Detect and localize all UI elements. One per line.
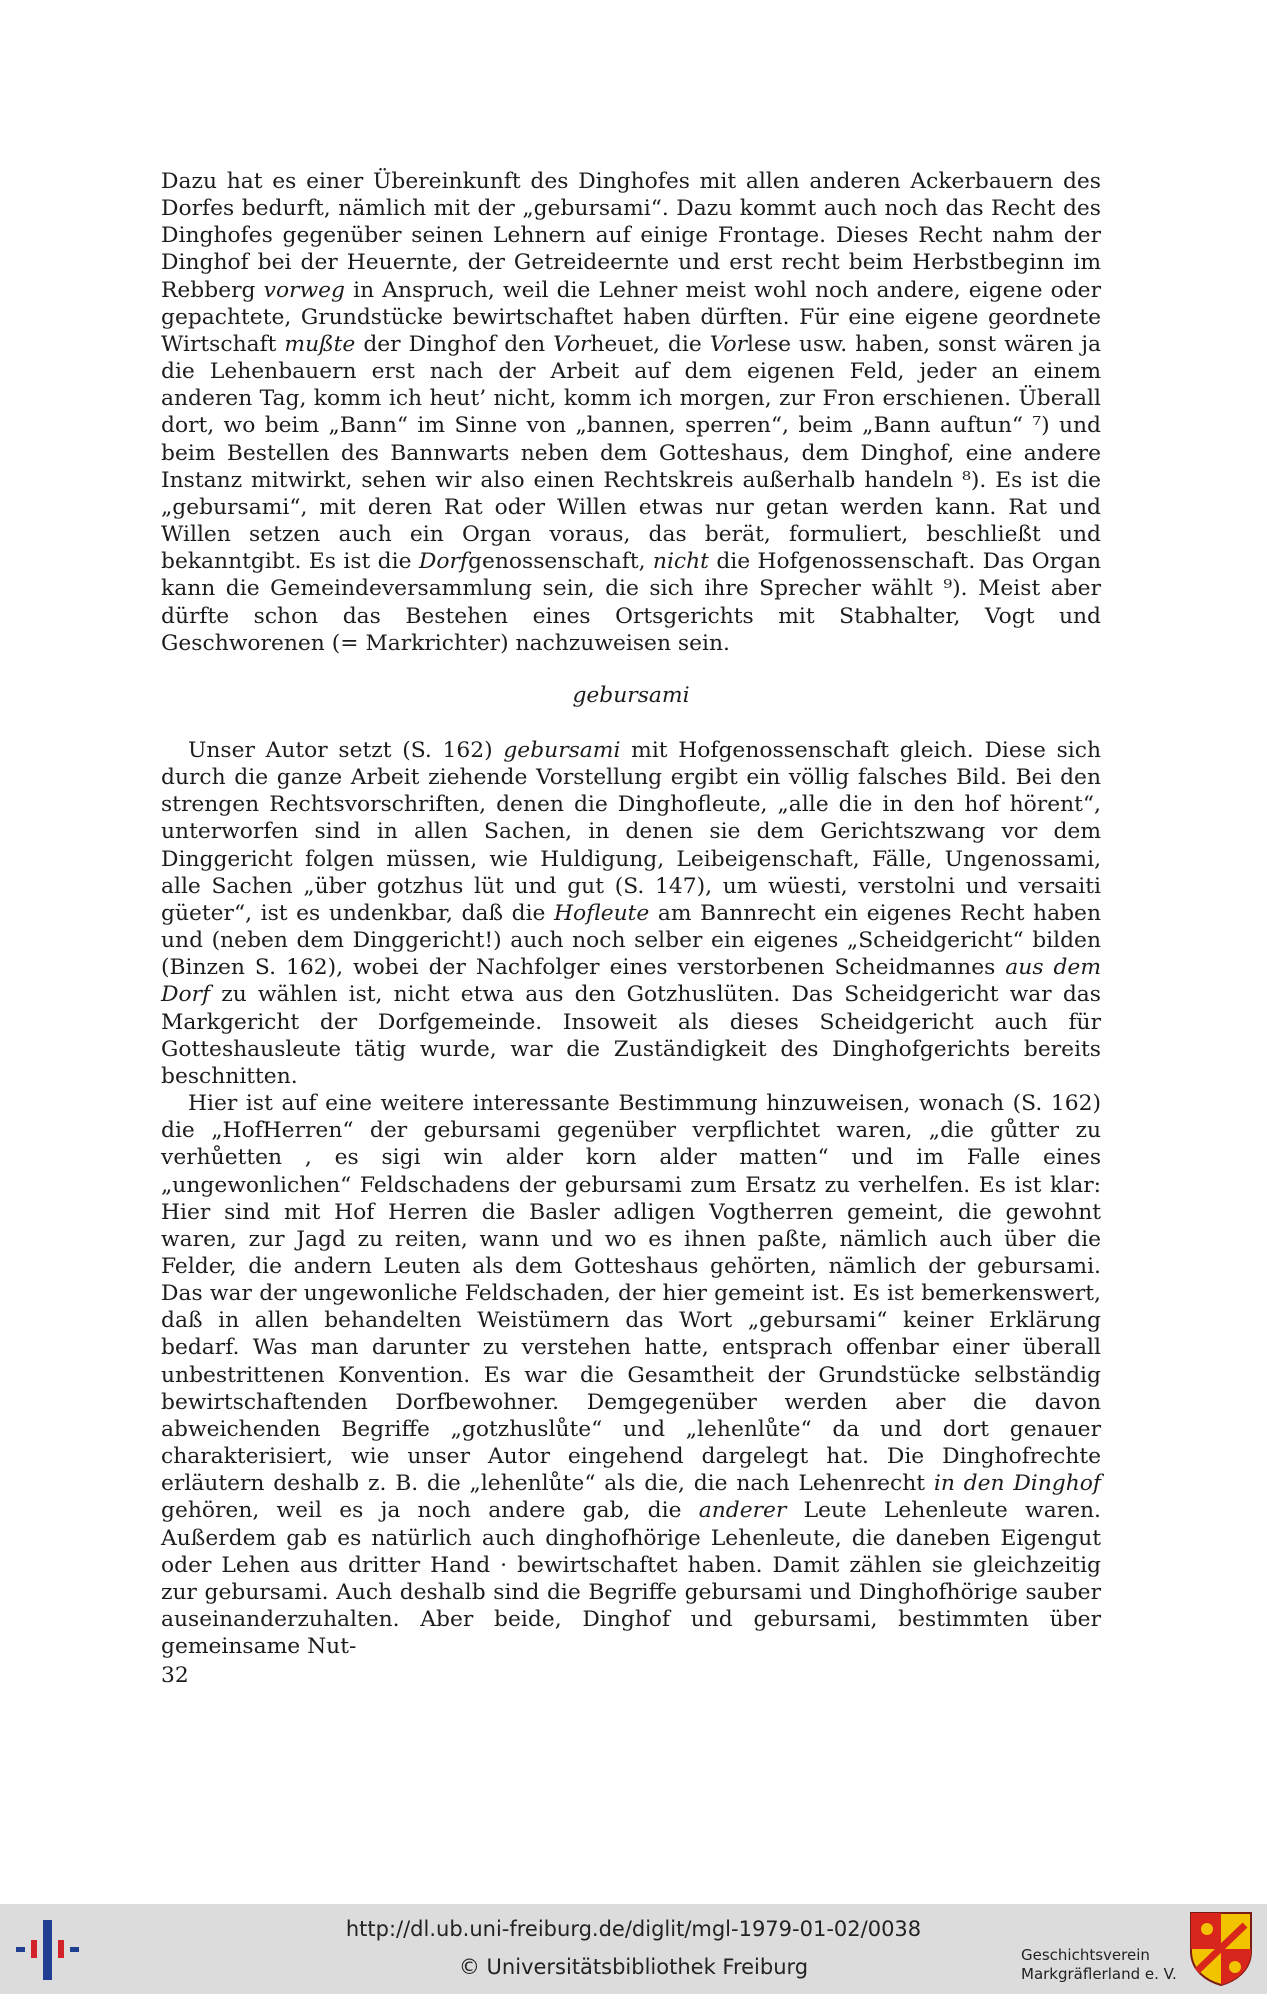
section-heading: gebursami (572, 683, 690, 708)
footer-bar (0, 1904, 1267, 1994)
footer-url[interactable]: http://dl.ub.uni-freiburg.de/diglit/mgl-1979-01-02/0038 (345, 1917, 922, 1941)
paragraph-1: Dazu hat es einer Übereinkunft des Dinghofes mit allen anderen Ackerbauern des Dorfes bedurft, nämlich mit der „gebursami“. Dazu kommt auch noch das Recht des Dinghofes gegenüber seinen Lehnern auf einige Frontage. Dieses Recht nahm der Dinghof bei der Heuernte, der Getreideernte und erst recht beim Herbstbeginn im Rebberg vorweg in Anspruch, weil die Lehner meist wohl noch andere, eigene oder gepachtete, Grundstücke bewirtschaftet haben dürften. Für eine eigene geordnete Wirtschaft mußte der Dinghof den Vorheuet, die Vorlese usw. haben, sonst wären ja die Lehenbauern erst nach der Arbeit auf dem eigenen Feld, jeder an einem anderen Tag, komm ich heut’ nicht, komm ich morgen, zur Fron erschienen. Überall dort, wo beim „Bann“ im Sinne von „bannen, sperren“, beim „Bann auftun“ ⁷) und beim Bestellen des Bannwarts neben dem Gotteshaus, dem Dinghof, eine andere Instanz mitwirkt, sehen wir also einen Rechtskreis außerhalb handeln ⁸). Es ist die „gebursami“, mit deren Rat oder Willen etwas nur getan werden kann. Rat und Willen setzen auch ein Organ voraus, das berät, formuliert, beschließt und bekanntgibt. Es ist die Dorfgenossenschaft, nicht die Hofgenossenschaft. Das Organ kann die Gemeindeversammlung sein, die sich ihre Sprecher wählt ⁹). Meist aber dürfte schon das Bestehen eines Ortsgerichts mit Stabhalter, Vogt und Geschworenen (= Markrichter) nachzuweisen sein. (161, 169, 1102, 656)
body-text-top (161, 168, 1101, 657)
coat-of-arms-icon (1189, 1911, 1253, 1987)
paragraph-2: Unser Autor setzt (S. 162) gebursami mit Hofgenossenschaft gleich. Diese sich durch die ganze Arbeit ziehende Vorstellung ergibt ein völlig falsches Bild. Bei den strengen Rechtsvorschriften, denen die Dinghofleute, „alle die in den hof hörent“, unterworfen sind in allen Sachen, in denen sie dem Gerichtszwang vor dem Dinggericht folgen müssen, wie Huldigung, Leibeigenschaft, Fälle, Ungenossami, alle Sachen „über gotzhus lüt und gut (S. 147), um wüesti, verstolni und versaiti güeter“, ist es undenkbar, daß die Hofleute am Bannrecht ein eigenes Recht haben und (neben dem Dinggericht!) auch noch selber ein eigenes „Scheidgericht“ bilden (Binzen S. 162), wobei der Nachfolger eines verstorbenen Scheidmannes aus dem Dorf zu wählen ist, nicht etwa aus den Gotzhuslüten. Das Scheidgericht war das Markgericht der Dorfgemeinde. Insoweit als dieses Scheidgericht auch für Gotteshausleute tätig wurde, war die Zuständigkeit des Dinghofgerichts bereits beschnitten. (161, 738, 1102, 1089)
page-number: 32 (161, 1663, 189, 1688)
footer-copyright: © Universitätsbibliothek Freiburg (458, 1955, 809, 1979)
society-name: Geschichtsverein Markgräflerland e. V. (1021, 1946, 1177, 1983)
paragraph-3: Hier ist auf eine weitere interessante Bestimmung hinzuweisen, wonach (S. 162) die „HofHerren“ der gebursami gegenüber verpflichtet waren, „die gůtter zu verhůetten , es sigi win alder korn alder matten“ und im Falle eines „ungewonlichen“ Feldschadens der gebursami zum Ersatz zu verhelfen. Es ist klar: Hier sind mit Hof Herren die Basler adligen Vogtherren gemeint, die gewohnt waren, zur Jagd zu reiten, wann und wo es ihnen paßte, nämlich auch über die Felder, die andern Leuten als dem Gotteshaus gehörten, nämlich der gebursami. Das war der ungewonliche Feldschaden, der hier gemeint ist. Es ist bemerkenswert, daß in allen behandelten Weistümern das Wort „gebursami“ keiner Erklärung bedarf. Was man darunter zu verstehen hatte, entsprach offenbar einer überall unbestrittenen Konvention. Es war die Gesamtheit der Grundstücke selbständig bewirtschaftenden Dorfbewohner. Demgegenüber werden aber die davon abweichenden Begriffe „gotzhuslůte“ und „lehenlůte“ da und dort genauer charakterisiert, wie unser Autor eingehend dargelegt hat. Die Dinghofrechte erläutern deshalb z. B. die „lehenlůte“ als die, die nach Lehenrecht in den Dinghof gehören, weil es ja noch andere gab, die anderer Leute Lehenleute waren. Außerdem gab es natürlich auch dinghofhörige Lehenleute, die daneben Eigengut oder Lehen aus dritter Hand · bewirtschaftet haben. Damit zählen sie gleichzeitig zur gebursami. Auch deshalb sind die Begriffe gebursami und Dinghofhörige sauber auseinanderzuhalten. Aber beide, Dinghof und gebursami, bestimmten über gemeinsame Nut- (161, 1091, 1101, 1660)
body-text-bottom (161, 737, 1101, 1660)
